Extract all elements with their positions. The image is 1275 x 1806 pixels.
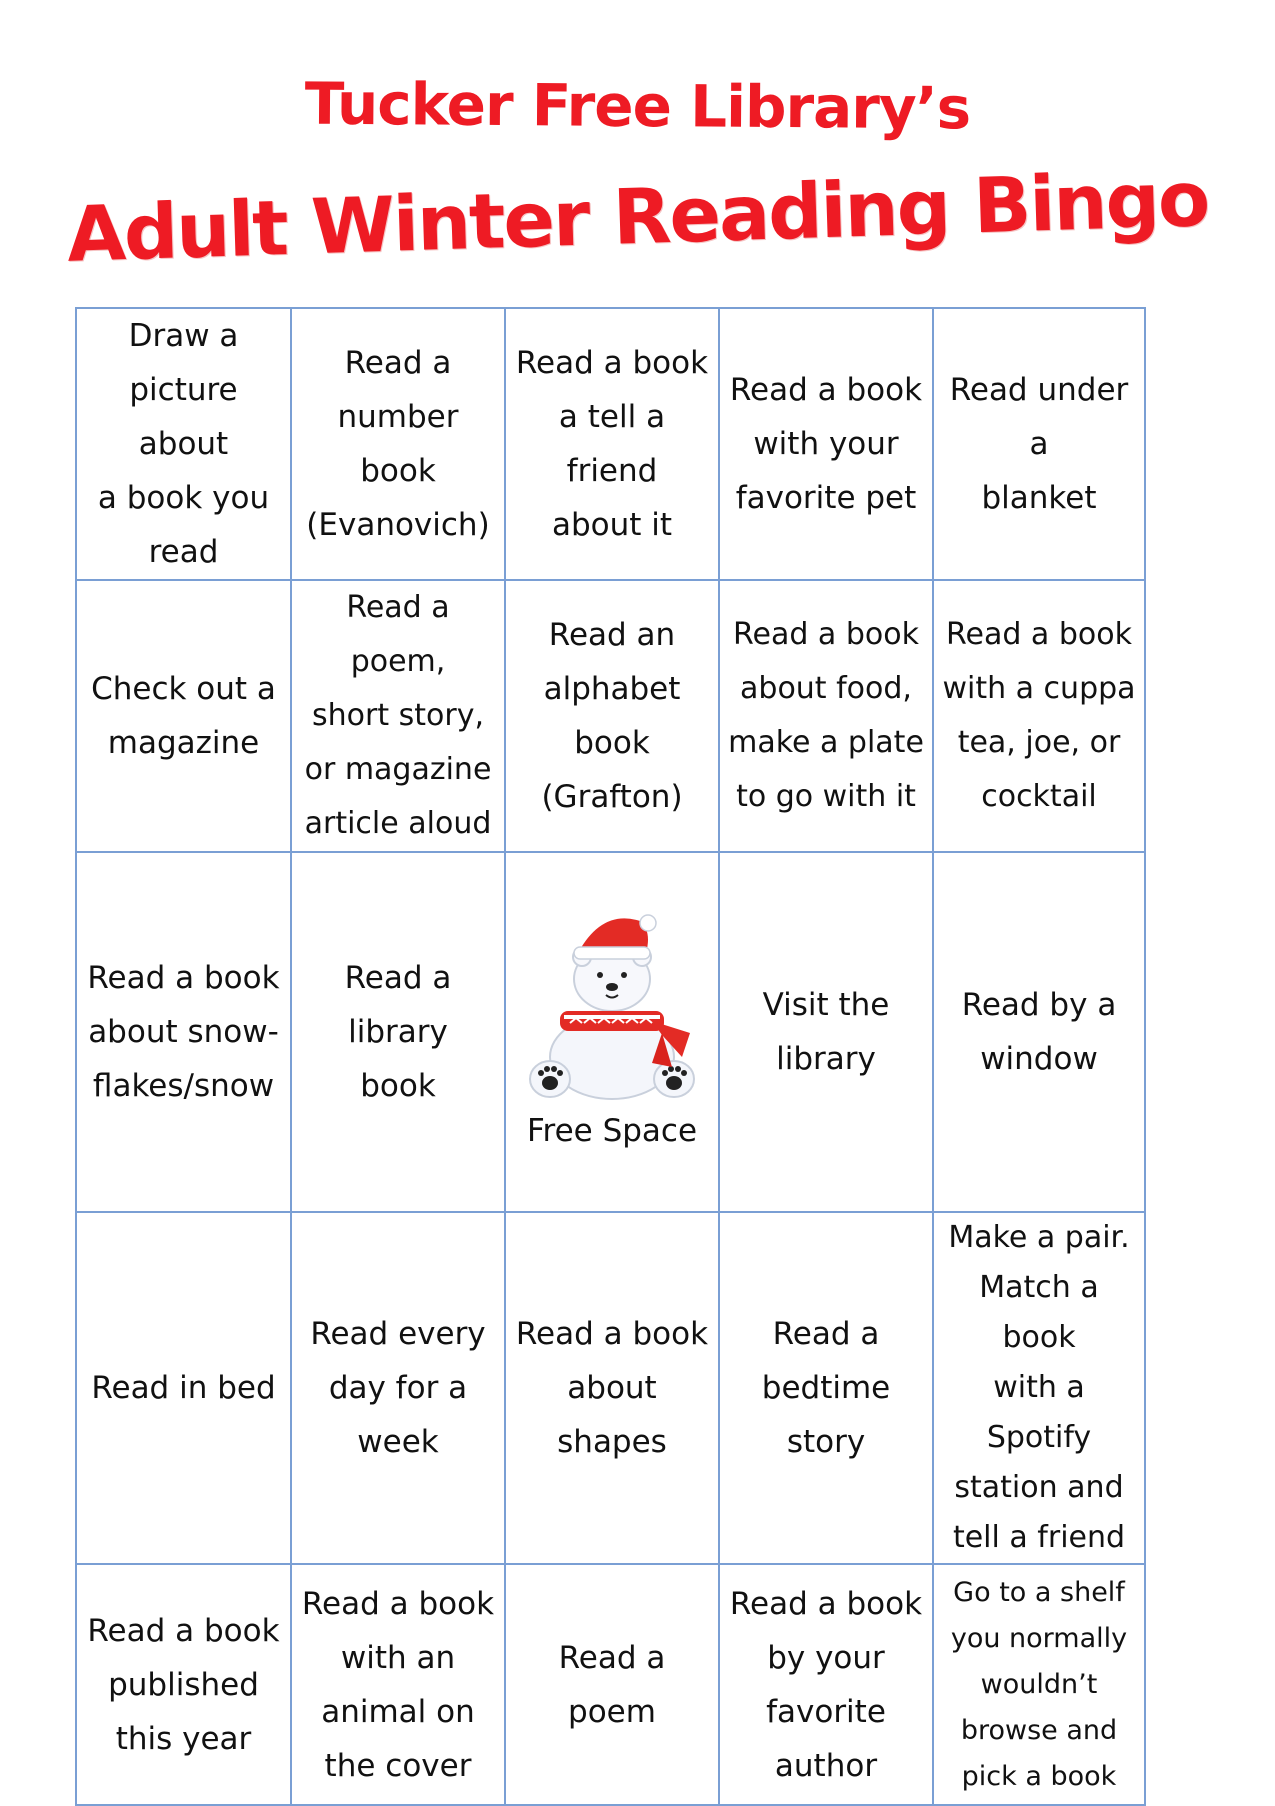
bingo-row <box>76 1564 1145 1805</box>
bingo-square: Read a book with a cuppa tea, joe, or cocktail <box>933 580 1145 852</box>
bingo-square: Read by a window <box>933 852 1145 1212</box>
bingo-square: Read an alphabet book (Grafton) <box>505 580 719 852</box>
bingo-title: Adult Winter Reading Bingo <box>65 154 1210 279</box>
bingo-row <box>76 1212 1145 1564</box>
bingo-square: Check out a magazine <box>76 580 291 852</box>
bingo-square: Read a book with your favorite pet <box>719 308 933 580</box>
bingo-square: Read a book published this year <box>76 1564 291 1805</box>
free-space-square <box>505 852 719 1212</box>
bingo-square: Visit the library <box>719 852 933 1212</box>
free-space-content <box>510 907 714 1157</box>
bingo-square: Draw a picture about a book you read <box>76 308 291 580</box>
bingo-row <box>76 852 1145 1212</box>
bingo-square: Read a book with an animal on the cover <box>291 1564 505 1805</box>
bingo-row <box>76 580 1145 852</box>
bingo-square: Read a number book (Evanovich) <box>291 308 505 580</box>
bingo-square: Make a pair. Match a book with a Spotify station and tell a friend <box>933 1212 1145 1564</box>
bingo-card-grid <box>75 307 1146 1806</box>
bingo-square: Go to a shelf you normally wouldn’t browse and pick a book <box>933 1564 1145 1805</box>
bingo-square: Read every day for a week <box>291 1212 505 1564</box>
bingo-square: Read a library book <box>291 852 505 1212</box>
bingo-square: Read under a blanket <box>933 308 1145 580</box>
bingo-row <box>76 308 1145 580</box>
library-name-heading: Tucker Free Library’s <box>304 69 971 143</box>
bingo-square: Read a bedtime story <box>719 1212 933 1564</box>
bingo-square: Read a poem, short story, or magazine article aloud <box>291 580 505 852</box>
bingo-square: Read a poem <box>505 1564 719 1805</box>
bingo-square: Read a book by your favorite author <box>719 1564 933 1805</box>
bingo-square: Read a book about shapes <box>505 1212 719 1564</box>
polar-bear-santa-hat-icon <box>512 907 712 1107</box>
bingo-square: Read in bed <box>76 1212 291 1564</box>
free-space-label: Free Space <box>526 1113 698 1149</box>
bingo-square: Read a book about food, make a plate to go with it <box>719 580 933 852</box>
bingo-square: Read a book a tell a friend about it <box>505 308 719 580</box>
bingo-square: Read a book about snow- flakes/snow <box>76 852 291 1212</box>
